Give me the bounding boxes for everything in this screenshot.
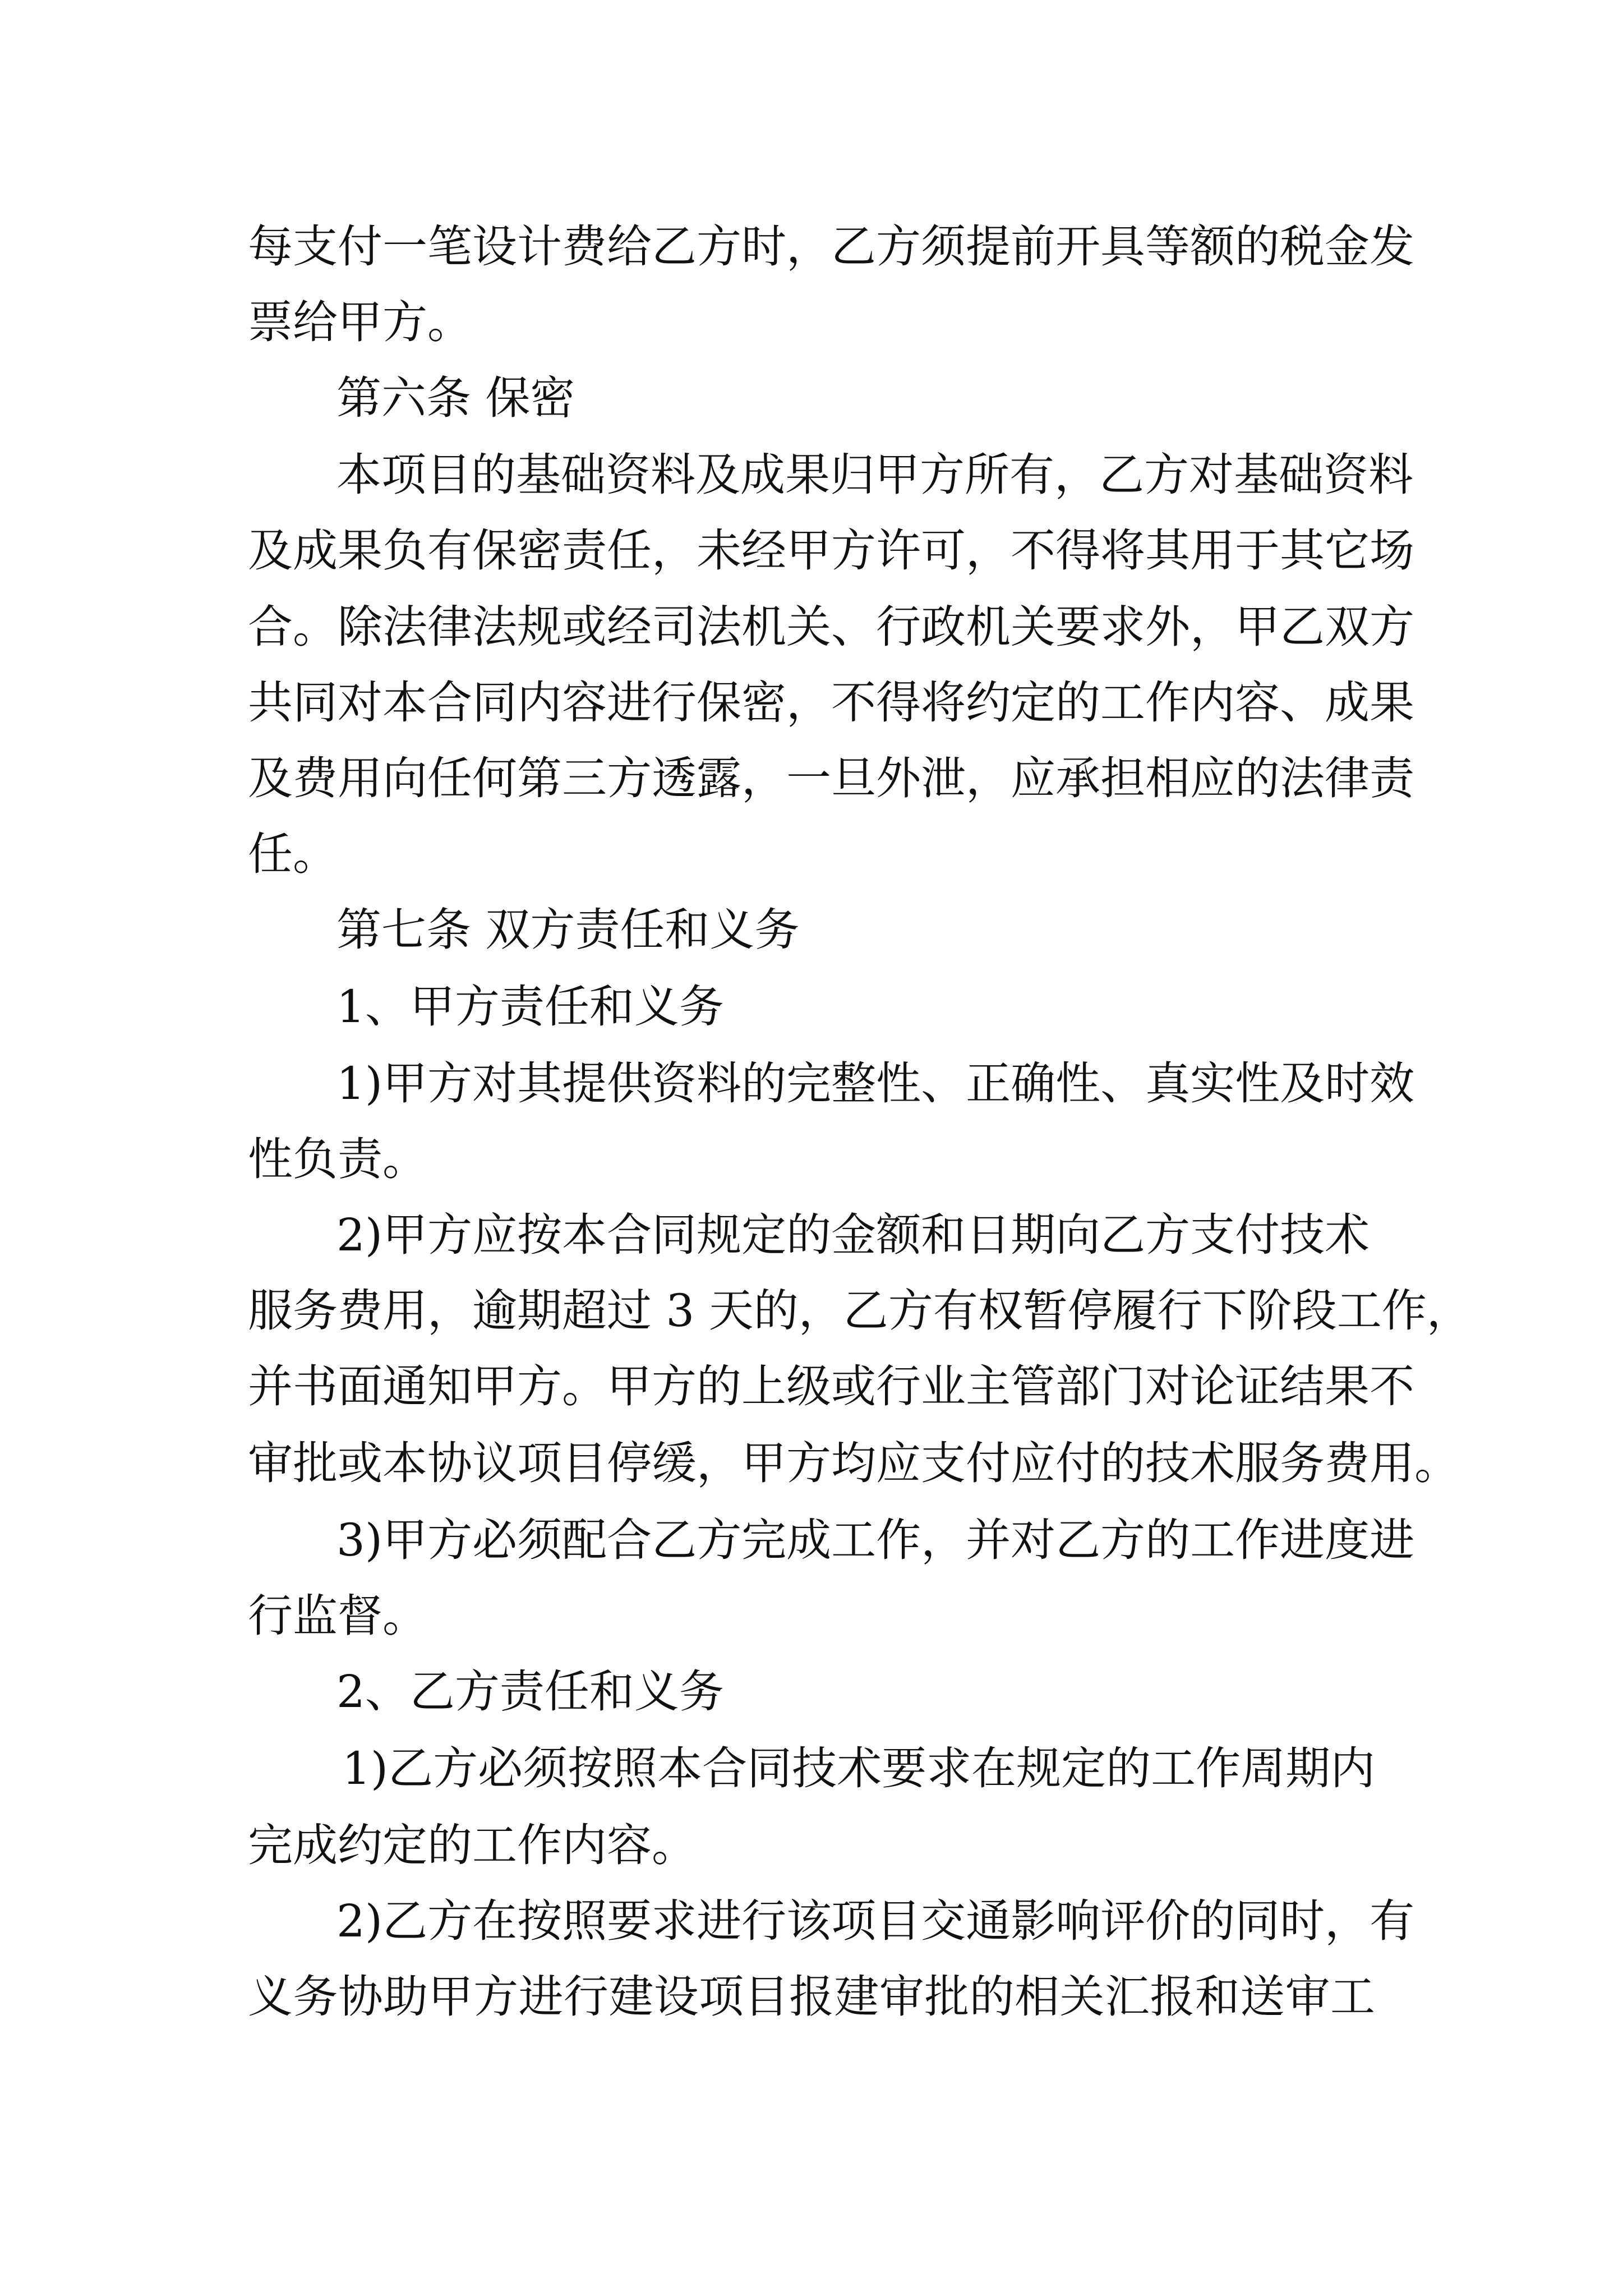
paragraph-line: 每支付一笔设计费给乙方时，乙方须提前开具等额的税金发: [248, 220, 1414, 273]
paragraph-line: 并书面通知甲方。甲方的上级或行业主管部门对论证结果不: [248, 1360, 1414, 1412]
paragraph-line: 及费用向任何第三方透露，一旦外泄，应承担相应的法律责: [248, 752, 1414, 804]
paragraph-line: 性负责。: [248, 1133, 427, 1185]
paragraph-line: 行监督。: [248, 1590, 427, 1642]
section-heading: 第七条 双方责任和义务: [336, 904, 800, 956]
subsection-heading: 2、乙方责任和义务: [336, 1665, 724, 1718]
paragraph-line: 完成约定的工作内容。: [248, 1819, 697, 1871]
paragraph-line: 本项目的基础资料及成果归甲方所有，乙方对基础资料: [336, 449, 1413, 501]
paragraph-line: 共同对本合同内容进行保密，不得将约定的工作内容、成果: [248, 677, 1414, 729]
subsection-heading: 1、甲方责任和义务: [336, 981, 724, 1033]
paragraph-line: 合。除法律法规或经司法机关、行政机关要求外，甲乙双方: [248, 601, 1414, 653]
paragraph-line: 1)甲方对其提供资料的完整性、正确性、真实性及时效: [336, 1057, 1415, 1110]
paragraph-line: 审批或本协议项目停缓，甲方均应支付应付的技术服务费用。: [248, 1437, 1459, 1489]
paragraph-line: 任。: [248, 828, 338, 880]
paragraph-line: 2)甲方应按本合同规定的金额和日期向乙方支付技术: [336, 1209, 1370, 1261]
paragraph-line: 票给甲方。: [248, 296, 472, 348]
section-heading: 第六条 保密: [336, 372, 575, 424]
paragraph-line: 义务协助甲方进行建设项目报建审批的相关汇报和送审工: [248, 1971, 1375, 2023]
paragraph-line: 3)甲方必须配合乙方完成工作，并对乙方的工作进度进: [336, 1514, 1415, 1566]
paragraph-line: 服务费用，逾期超过 3 天的，乙方有权暂停履行下阶段工作，: [248, 1285, 1472, 1337]
paragraph-line: 1)乙方必须按照本合同技术要求在规定的工作周期内: [342, 1742, 1376, 1795]
paragraph-line: 2)乙方在按照要求进行该项目交通影响评价的同时，有: [336, 1895, 1415, 1947]
paragraph-line: 及成果负有保密责任，未经甲方许可，不得将其用于其它场: [248, 524, 1414, 577]
